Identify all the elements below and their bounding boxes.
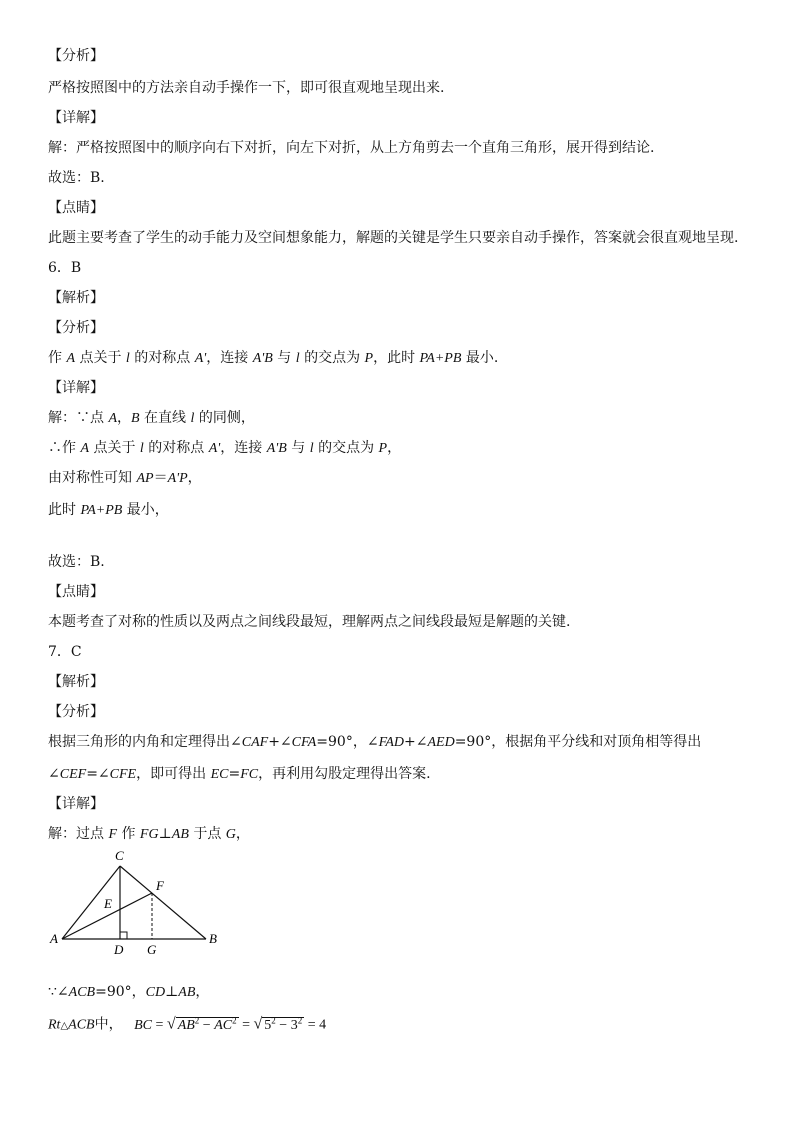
text-line: 【解析】: [48, 674, 104, 690]
exp-ab: 2: [194, 1015, 200, 1025]
text-segment: 点关于: [89, 440, 140, 456]
label-E: E: [104, 896, 112, 911]
label-G: G: [147, 942, 157, 956]
radicand-1: [176, 1017, 239, 1033]
text-line: 故选：B.: [48, 170, 105, 186]
text-line: 【分析】: [48, 48, 104, 64]
math-variable: CD: [145, 985, 166, 1000]
math-variable: A': [194, 351, 207, 366]
text-segment: 此时: [48, 502, 81, 518]
math-variable: AB: [171, 827, 189, 842]
math-variable: G: [225, 827, 236, 842]
sqrt-sign-2: √: [253, 1015, 263, 1033]
text-segment: ⊥: [158, 826, 172, 842]
label-C: C: [115, 848, 124, 863]
text-line: 【详解】: [48, 796, 104, 812]
text-line: 6．B: [48, 260, 82, 276]
text-segment: +∠: [268, 734, 292, 750]
exp-ac: 2: [232, 1015, 237, 1025]
text-segment: 与: [272, 350, 296, 366]
label-D: D: [114, 942, 124, 956]
text-line: 【分析】: [48, 704, 104, 720]
math-variable: CFA: [291, 735, 317, 750]
text-line: [48, 824, 250, 845]
text-line: [48, 468, 202, 489]
label-A: A: [50, 931, 58, 946]
formula-triangle: △: [60, 1020, 69, 1032]
formula-rt: Rt: [48, 1017, 61, 1033]
text-line: 解：严格按照图中的顺序向右下对折，向左下对折，从上方角剪去一个直角三角形，展开得到结论.: [48, 140, 655, 156]
text-segment: ，: [187, 470, 202, 486]
text-line: [48, 348, 498, 369]
math-variable: FAD: [378, 735, 404, 750]
text-segment: 于点: [188, 826, 226, 842]
math-variable: A: [80, 441, 90, 456]
text-segment: =90°，根据角平分线和对顶角相等得出: [454, 734, 702, 750]
math-variable: CEF: [59, 767, 87, 782]
math-variable: l: [125, 351, 130, 366]
text-segment: 的同侧，: [194, 410, 255, 426]
math-variable: A'B: [252, 351, 273, 366]
math-variable: AB: [178, 985, 196, 1000]
math-variable: P: [364, 351, 374, 366]
sqrt-sign-1: √: [166, 1015, 176, 1033]
math-variable: AP: [136, 471, 154, 486]
radicand-minus-1: −: [199, 1017, 215, 1033]
math-variable: l: [139, 441, 144, 456]
math-variable: CFE: [109, 767, 137, 782]
math-variable: P: [378, 441, 388, 456]
text-segment: 作: [48, 350, 67, 366]
math-variable: PA+PB: [80, 503, 123, 518]
text-segment: 由对称性可知: [48, 470, 137, 486]
text-line: 7．C: [48, 644, 82, 660]
text-segment: 的对称点: [129, 350, 195, 366]
radicand-three: 3: [290, 1017, 298, 1033]
exp-three: 2: [297, 1015, 303, 1025]
radicand-five: 5: [264, 1017, 272, 1033]
math-variable: A: [66, 351, 76, 366]
math-variable: A'P: [167, 471, 188, 486]
math-variable: AED: [427, 735, 455, 750]
text-line: 【分析】: [48, 320, 104, 336]
math-variable: l: [295, 351, 300, 366]
text-line: [48, 732, 701, 753]
text-segment: 与: [286, 440, 310, 456]
exp-five: 2: [271, 1015, 276, 1025]
text-segment: =90°，∠: [316, 734, 379, 750]
text-segment: ，: [387, 440, 402, 456]
radicand-minus-2: −: [275, 1017, 291, 1033]
formula-eq-2: =: [238, 1017, 254, 1033]
text-segment: ，此时: [373, 350, 420, 366]
text-segment: 在直线: [139, 410, 191, 426]
radical-2: [254, 1010, 305, 1036]
radicand-ac: AC: [214, 1017, 233, 1033]
text-segment: ∴作: [48, 440, 81, 456]
text-segment: ∵∠: [48, 984, 69, 1000]
math-variable: CAF: [241, 735, 269, 750]
text-line: [48, 408, 255, 429]
text-line: 【详解】: [48, 110, 104, 126]
math-variable: A'B: [266, 441, 287, 456]
radical-1: [167, 1010, 239, 1036]
formula-result: = 4: [304, 1017, 327, 1033]
formula-zhong: 中，: [94, 1016, 123, 1033]
text-line: 【详解】: [48, 380, 104, 396]
math-variable: B: [131, 411, 140, 426]
text-line: [48, 500, 169, 521]
text-line: [48, 438, 401, 459]
text-line: 【点睛】: [48, 200, 104, 216]
math-variable: A: [108, 411, 118, 426]
label-F: F: [156, 878, 164, 893]
formula-eq-1: =: [152, 1017, 167, 1033]
text-segment: +∠: [404, 734, 428, 750]
text-segment: ，连接: [220, 440, 267, 456]
text-segment: 最小.: [461, 350, 499, 366]
text-line: 本题考查了对称的性质以及两点之间线段最短，理解两点之间线段最短是解题的关键.: [48, 614, 571, 630]
text-line: 【点睛】: [48, 584, 104, 600]
text-segment: ，连接: [206, 350, 253, 366]
math-variable: l: [309, 441, 314, 456]
math-variable: F: [108, 827, 118, 842]
text-line: 故选：B.: [48, 554, 105, 570]
text-segment: ，: [195, 984, 210, 1000]
label-B: B: [209, 931, 217, 946]
text-segment: =90°，: [95, 984, 146, 1000]
text-segment: 解：∵点: [48, 410, 109, 426]
math-variable: EC: [210, 767, 229, 782]
formula-bc: BC: [134, 1017, 152, 1033]
formula-line: [48, 1010, 326, 1037]
text-segment: 的交点为: [313, 440, 379, 456]
math-variable: FG: [139, 827, 159, 842]
text-segment: 作: [117, 826, 140, 842]
text-segment: 点关于: [75, 350, 126, 366]
text-segment: ，: [235, 826, 250, 842]
math-variable: A': [208, 441, 221, 456]
text-segment: ，即可得出: [136, 766, 211, 782]
text-segment: ∠: [48, 766, 60, 782]
geometry-figure: [48, 846, 228, 956]
text-segment: =∠: [86, 766, 110, 782]
text-segment: ＝: [153, 470, 168, 486]
math-variable: ACB: [68, 985, 96, 1000]
math-variable: FC: [240, 767, 259, 782]
text-line: 严格按照图中的方法亲自动手操作一下，即可很直观地呈现出来.: [48, 80, 445, 96]
right-angle-mark: [120, 932, 127, 939]
text-segment: 的交点为: [299, 350, 365, 366]
text-segment: ⊥: [165, 984, 179, 1000]
text-segment: ，再利用勾股定理得出答案.: [258, 766, 431, 782]
text-segment: 解：过点: [48, 826, 109, 842]
text-segment: =: [228, 766, 241, 782]
radicand-ab: AB: [177, 1017, 195, 1033]
text-segment: ，: [117, 410, 132, 426]
text-line: [48, 982, 209, 1003]
text-line: 【解析】: [48, 290, 104, 306]
text-segment: 最小，: [122, 502, 169, 518]
text-segment: 的对称点: [143, 440, 209, 456]
radicand-2: [262, 1017, 304, 1033]
math-variable: PA+PB: [419, 351, 462, 366]
text-segment: 根据三角形的内角和定理得出∠: [48, 734, 242, 750]
text-line: 此题主要考查了学生的动手能力及空间想象能力，解题的关键是学生只要亲自动手操作，答案就会很直观地呈现.: [48, 230, 739, 246]
text-line: [48, 764, 431, 785]
formula-acb: ACB: [68, 1017, 95, 1033]
math-variable: l: [190, 411, 195, 426]
